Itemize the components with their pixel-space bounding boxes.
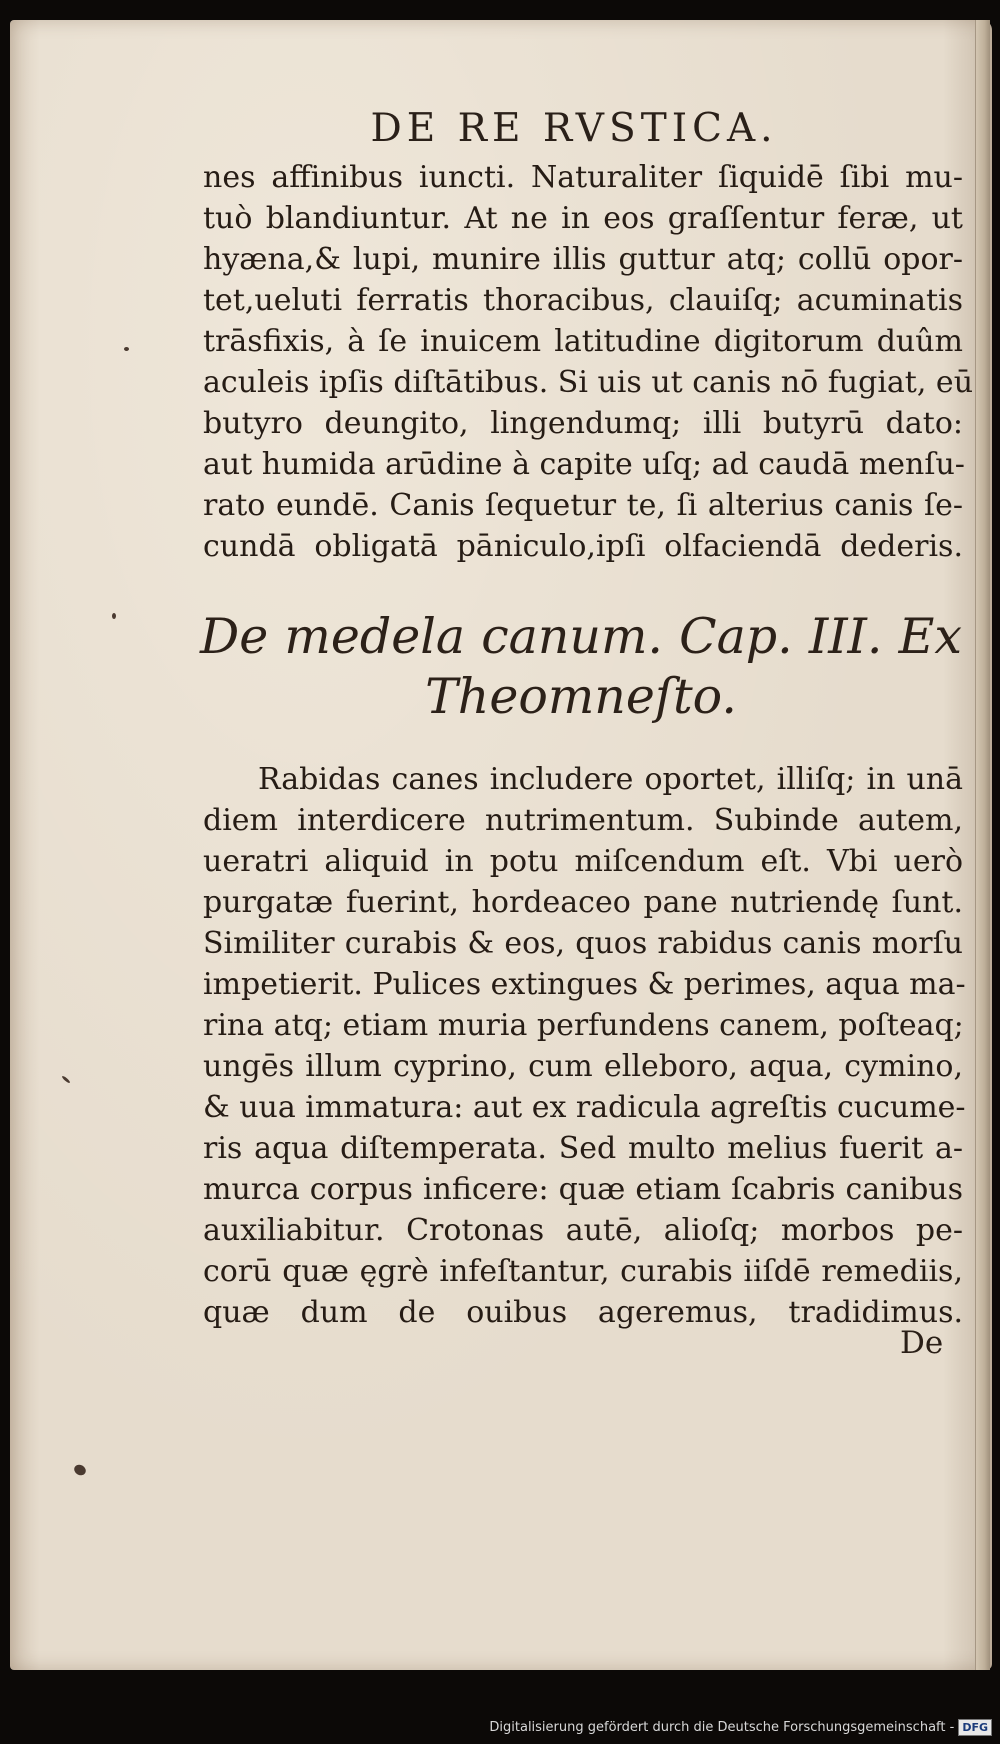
text-line: purgatæ fuerint, hordeaceo pane nutriendę ſunt. [203, 885, 963, 920]
text-line: & uua immatura: aut ex radicula agreſtis cucume- [203, 1090, 966, 1125]
text-line: tet,ueluti ferratis thoracibus, clauiſq; acuminatis [203, 283, 963, 318]
text-line: ris aqua diſtemperata. Sed multo melius fuerit a- [203, 1131, 963, 1166]
text-line: butyro deungito, lingendumq; illi butyrū dato: [203, 406, 963, 441]
heading-line: Theomneſto. [425, 668, 737, 725]
text-line: quæ dum de ouibus ageremus, tradidimus. [203, 1295, 963, 1330]
text-line: murca corpus inficere: quæ etiam ſcabris canibus [203, 1172, 963, 1207]
dfg-logo-icon: DFG [958, 1719, 992, 1736]
text-line: Similiter curabis & eos, quos rabidus canis morſu [203, 926, 963, 961]
text-line: auxiliabitur. Crotonas autē, alioſq; morbos pe- [203, 1213, 963, 1248]
text-line: tuò blandiuntur. At ne in eos graſſentur feræ, ut [203, 201, 963, 236]
ink-speck [124, 347, 129, 351]
text-line: aculeis ipſis diſtātibus. Si uis ut canis nō fugiat, eū [203, 365, 974, 400]
text-line: hyæna,& lupi, munire illis guttur atq; collū opor- [203, 242, 963, 277]
paragraph-2 [203, 759, 966, 1333]
running-head [0, 106, 1000, 151]
text-line: corū quæ ęgrè infeſtantur, curabis iiſdē remediis, [203, 1254, 963, 1289]
text-line: ueratri aliquid in potu miſcendum eſt. Vbi uerò [203, 844, 963, 879]
text-line: cundā obligatā pāniculo,ipſi olfaciendā dederis. [203, 529, 963, 564]
running-head-text: DE RE RVSTICA. [370, 106, 778, 151]
text-line: impetierit. Pulices extingues & perimes, aqua ma- [203, 967, 966, 1002]
paragraph-1 [203, 157, 974, 567]
chapter-heading [200, 607, 962, 727]
text-line: aut humida arūdine à capite uſq; ad caudā menſu- [203, 447, 965, 482]
page-edge [975, 20, 990, 1670]
text-line: diem interdicere nutrimentum. Subinde autem, [203, 803, 963, 838]
footer-credit: Digitalisierung gefördert durch die Deutsche Forschungsgemeinschaft - [489, 1719, 955, 1735]
digitization-footer [489, 1716, 992, 1738]
heading-line: De medela canum. Cap. III. Ex [200, 608, 962, 665]
text-line: rato eundē. Canis ſequetur te, ſi alterius canis ſe- [203, 488, 963, 523]
catchword: De [900, 1325, 944, 1361]
text-line: Rabidas canes includere oportet, illiſq; in unā [258, 762, 963, 797]
ink-speck [112, 613, 116, 619]
text-line: ungēs illum cyprino, cum elleboro, aqua, cymino, [203, 1049, 963, 1084]
text-line: nes affinibus iuncti. Naturaliter ſiquidē ſibi mu- [203, 160, 963, 195]
text-line: rina atq; etiam muria perfundens canem, poſteaq; [203, 1008, 964, 1043]
text-line: trāsfixis, à ſe inuicem latitudine digitorum duûm [203, 324, 963, 359]
